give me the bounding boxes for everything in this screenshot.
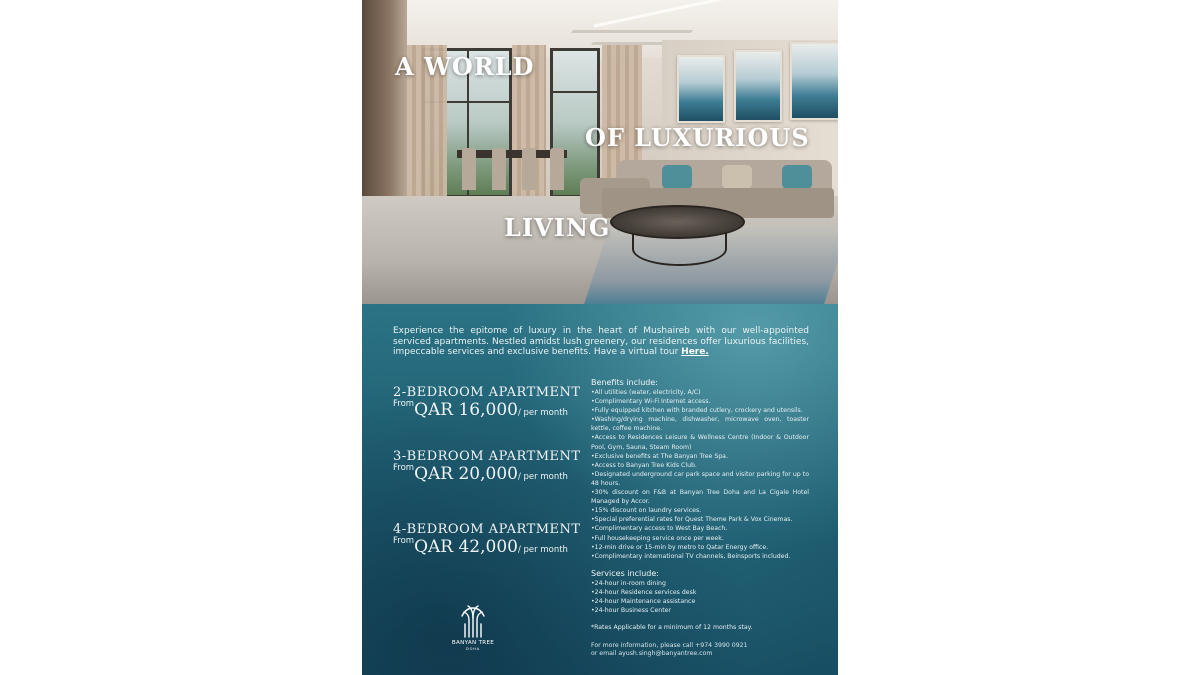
list-item: • 24-hour in-room dining: [591, 579, 809, 588]
list-item: • 15% discount on laundry services.: [591, 506, 809, 515]
apartment-name: 2-BEDROOM APARTMENT: [393, 385, 581, 400]
list-item: • 12-min drive or 15-min by metro to Qatar Energy office.: [591, 543, 809, 552]
list-item: • Complimentary access to West Bay Beach.: [591, 524, 809, 533]
contact-info: [591, 642, 809, 658]
apartment-name: 4-BEDROOM APARTMENT: [393, 522, 581, 537]
intro-paragraph: [393, 326, 809, 358]
apartment-3br: [393, 449, 581, 484]
apartment-price: QAR 16,000: [414, 400, 518, 420]
price-period: / per month: [517, 545, 568, 555]
rates-note: *Rates Applicable for a minimum of 12 months stay.: [591, 624, 753, 632]
hero-title-line2: OF LUXURIOUS: [585, 123, 810, 152]
contact-email[interactable]: or email ayush.singh@banyantree.com: [591, 650, 713, 658]
logo-name: BANYAN TREE: [451, 640, 495, 646]
list-item: • Access to Residences Leisure & Wellness Centre (Indoor & Outdoor Pool, Gym, Sauna, Steam Room): [591, 433, 809, 451]
list-item: • 30% discount on F&B at Banyan Tree Doha and La Cigale Hotel Managed by Accor.: [591, 488, 809, 506]
hero-photo: [362, 0, 838, 304]
benefits-list: [591, 388, 809, 561]
list-item: • 24-hour Business Center: [591, 606, 809, 615]
price-from-label: From: [393, 536, 415, 546]
intro-text: Experience the epitome of luxury in the heart of Mushaireb with our well-appointed serviced apartments. Nestled amidst lush greenery, our residences offer luxurious facilities, impeccable services and exclusive benefits. Have a virtual tour: [393, 326, 809, 357]
price-period: / per month: [517, 472, 568, 482]
flyer: [362, 0, 838, 675]
logo-city: DOHA: [466, 647, 480, 651]
price-period: / per month: [517, 408, 568, 418]
apartment-name: 3-BEDROOM APARTMENT: [393, 449, 581, 464]
banyan-tree-logo: [448, 604, 498, 651]
contact-phone: For more information, please call +974 3990 0921: [591, 642, 748, 650]
hero-title-line3: LIVING: [504, 213, 611, 242]
list-item: • Access to Banyan Tree Kids Club.: [591, 461, 809, 470]
list-item: • Designated underground car park space and visitor parking for up to 48 hours.: [591, 470, 809, 488]
info-panel: [362, 304, 838, 675]
virtual-tour-link[interactable]: Here.: [681, 347, 709, 357]
list-item: • Complimentary Wi-Fi Internet access.: [591, 397, 809, 406]
list-item: • All utilities (water, electricity, A/C): [591, 388, 809, 397]
list-item: • Exclusive benefits at The Banyan Tree Spa.: [591, 452, 809, 461]
list-item: • Complimentary international TV channels, Beinsports included.: [591, 552, 809, 561]
apartment-price: QAR 20,000: [414, 464, 518, 484]
benefits-heading: Benefits include:: [591, 378, 658, 387]
list-item: • 24-hour Residence services desk: [591, 588, 809, 597]
hero-title-line1: A WORLD: [395, 52, 535, 81]
details-column: [591, 378, 809, 658]
banyan-tree-icon: [460, 604, 486, 638]
services-list: [591, 579, 809, 615]
list-item: • Fully equipped kitchen with branded cutlery, crockery and utensils.: [591, 406, 809, 415]
apartment-2br: [393, 385, 581, 420]
list-item: • Special preferential rates for Quest Theme Park & Vox Cinemas.: [591, 515, 809, 524]
price-from-label: From: [393, 463, 415, 473]
list-item: • 24-hour Maintenance assistance: [591, 597, 809, 606]
apartment-price: QAR 42,000: [414, 537, 518, 557]
list-item: • Full housekeeping service once per week.: [591, 534, 809, 543]
services-heading: Services include:: [591, 568, 659, 578]
apartment-4br: [393, 522, 581, 557]
price-from-label: From: [393, 399, 415, 409]
list-item: • Washing/drying machine, dishwasher, microwave oven, toaster kettle, coffee machine.: [591, 415, 809, 433]
